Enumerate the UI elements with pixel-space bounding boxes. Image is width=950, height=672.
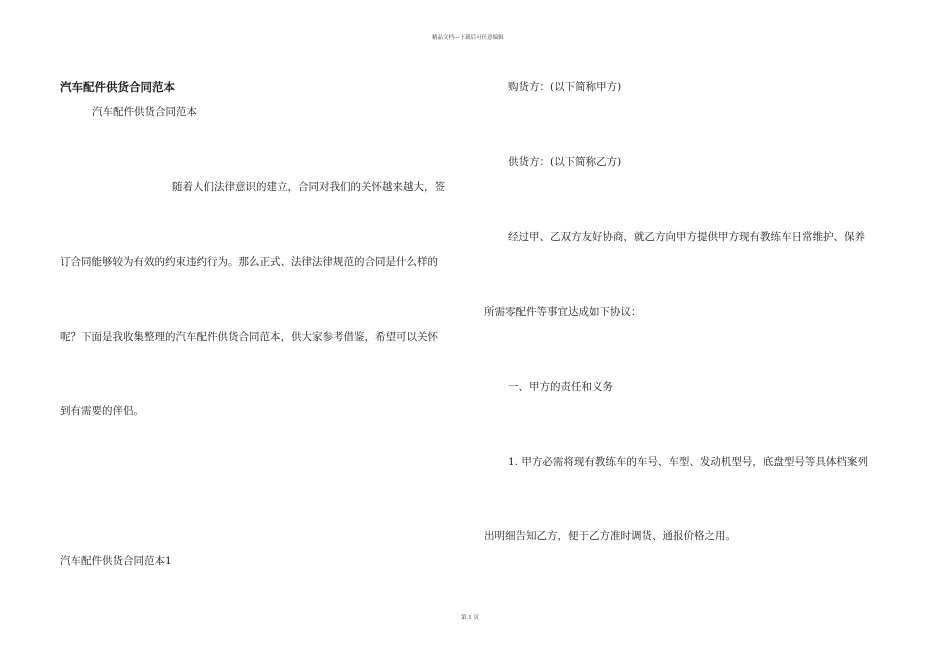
agreement-paragraph-line: 经过甲、乙双方友好协商，就乙方向甲方提供甲方现有教练车日常维护、保养	[508, 231, 865, 243]
clause-line: 出明细告知乙方，便于乙方准时调货、通报价格之用。	[484, 530, 736, 542]
supplier-line: 供货方：(以下简称乙方)	[508, 156, 622, 168]
document-subtitle: 汽车配件供货合同范本	[92, 106, 197, 118]
buyer-line: 购货方：(以下简称甲方)	[508, 81, 622, 93]
section-heading: 汽车配件供货合同范本1	[60, 555, 172, 567]
intro-paragraph-line: 随着人们法律意识的建立，合同对我们的关怀越来越大，签	[172, 181, 445, 193]
page-number: 第 1 页	[461, 615, 479, 621]
agreement-paragraph-line: 所需零配件等事宜达成如下协议：	[484, 306, 642, 318]
clause-line: 1. 甲方必需将现有教练车的车号、车型、发动机型号，底盘型号等具体档案列	[508, 456, 868, 468]
intro-paragraph-line: 订合同能够较为有效的约束违约行为。那么正式、法律法律规范的合同是什么样的	[60, 256, 438, 268]
section-heading: 一、甲方的责任和义务	[508, 381, 613, 393]
page-header: 精品文档---下载后可任意编辑	[432, 35, 504, 41]
intro-paragraph-line: 到有需要的伴侣。	[60, 405, 144, 417]
intro-paragraph-line: 呢？下面是我收集整理的汽车配件供货合同范本，供大家参考借鉴，希望可以关怀	[60, 331, 438, 343]
document-title: 汽车配件供货合同范本	[60, 80, 175, 94]
